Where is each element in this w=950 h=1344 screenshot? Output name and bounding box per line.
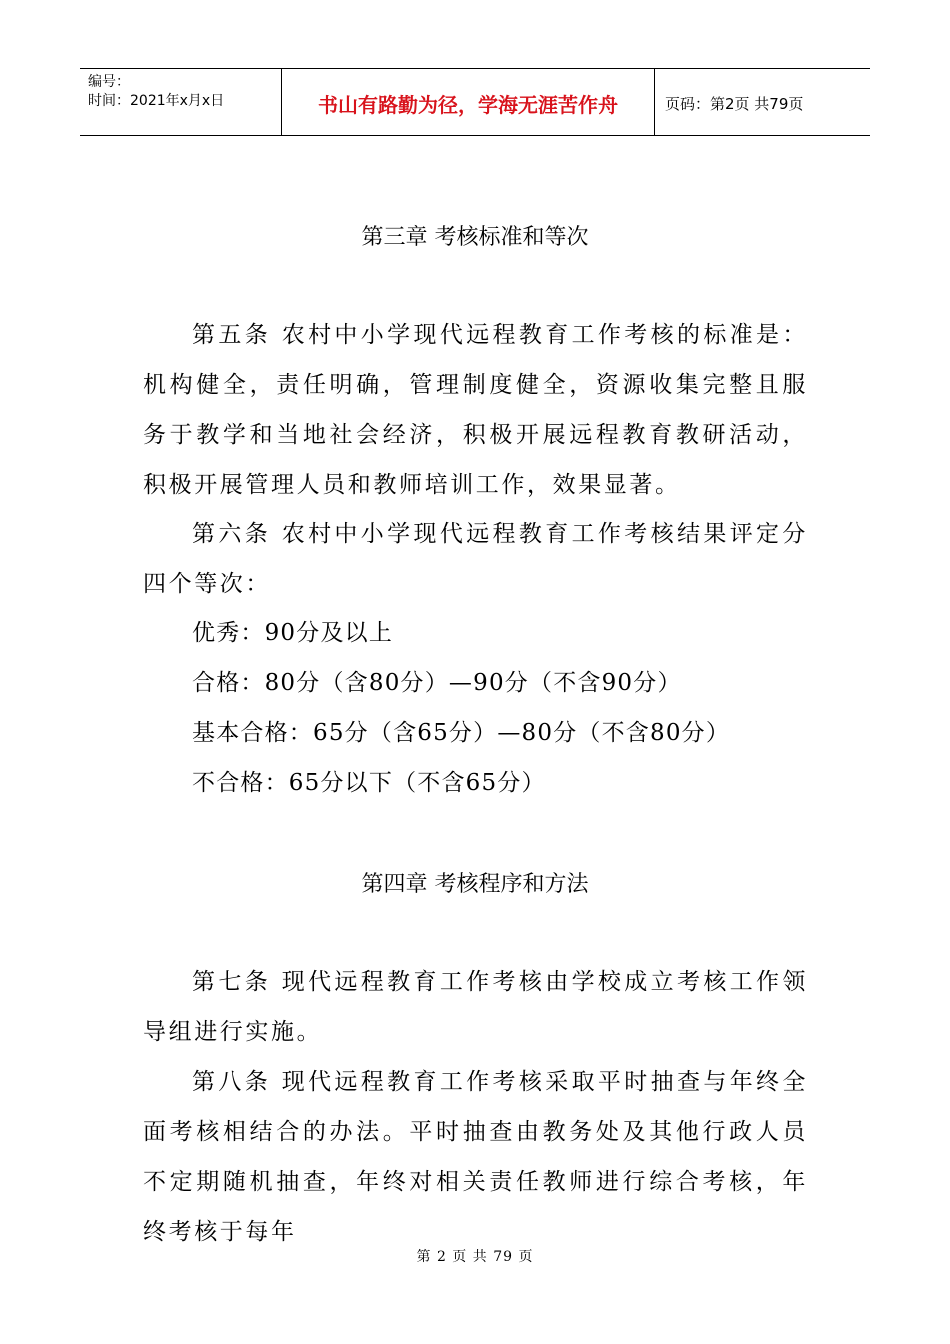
header-time-label: 时间：2021年x月x日 xyxy=(88,93,225,109)
article-8: 第八条 现代远程教育工作考核采取平时抽查与年终全面考核相结合的办法。平时抽查由教务处及其他行政人员不定期随机抽查，年终对相关责任教师进行综合考核，年终考核于每年 xyxy=(143,1069,808,1245)
header-motto: 书山有路勤为径，学海无涯苦作舟 xyxy=(282,69,655,135)
page-footer: 第 2 页 共 79 页 xyxy=(416,1249,534,1265)
page-header xyxy=(80,68,870,136)
grade-excellent: 优秀：90分及以上 xyxy=(192,620,394,646)
chapter-4-title: 第四章 考核程序和方法 xyxy=(361,872,589,897)
grade-basic-pass: 基本合格：65分（含65分）—80分（不含80分） xyxy=(192,720,731,746)
article-6: 第六条 农村中小学现代远程教育工作考核结果评定分四个等次： xyxy=(143,521,808,597)
article-5: 第五条 农村中小学现代远程教育工作考核的标准是：机构健全，责任明确，管理制度健全，资源收集完整且服务于教学和当地社会经济，积极开展远程教育教研活动，积极开展管理人员和教师培训工作，效果显著。 xyxy=(143,322,808,498)
header-meta xyxy=(80,69,282,135)
grade-fail: 不合格：65分以下（不含65分） xyxy=(192,770,546,796)
grade-pass: 合格：80分（含80分）—90分（不含90分） xyxy=(192,670,682,696)
chapter-3-title: 第三章 考核标准和等次 xyxy=(361,225,589,250)
article-7: 第七条 现代远程教育工作考核由学校成立考核工作领导组进行实施。 xyxy=(143,969,808,1045)
header-number-label: 编号： xyxy=(88,74,130,90)
header-page-info: 页码：第2页 共79页 xyxy=(665,94,804,113)
